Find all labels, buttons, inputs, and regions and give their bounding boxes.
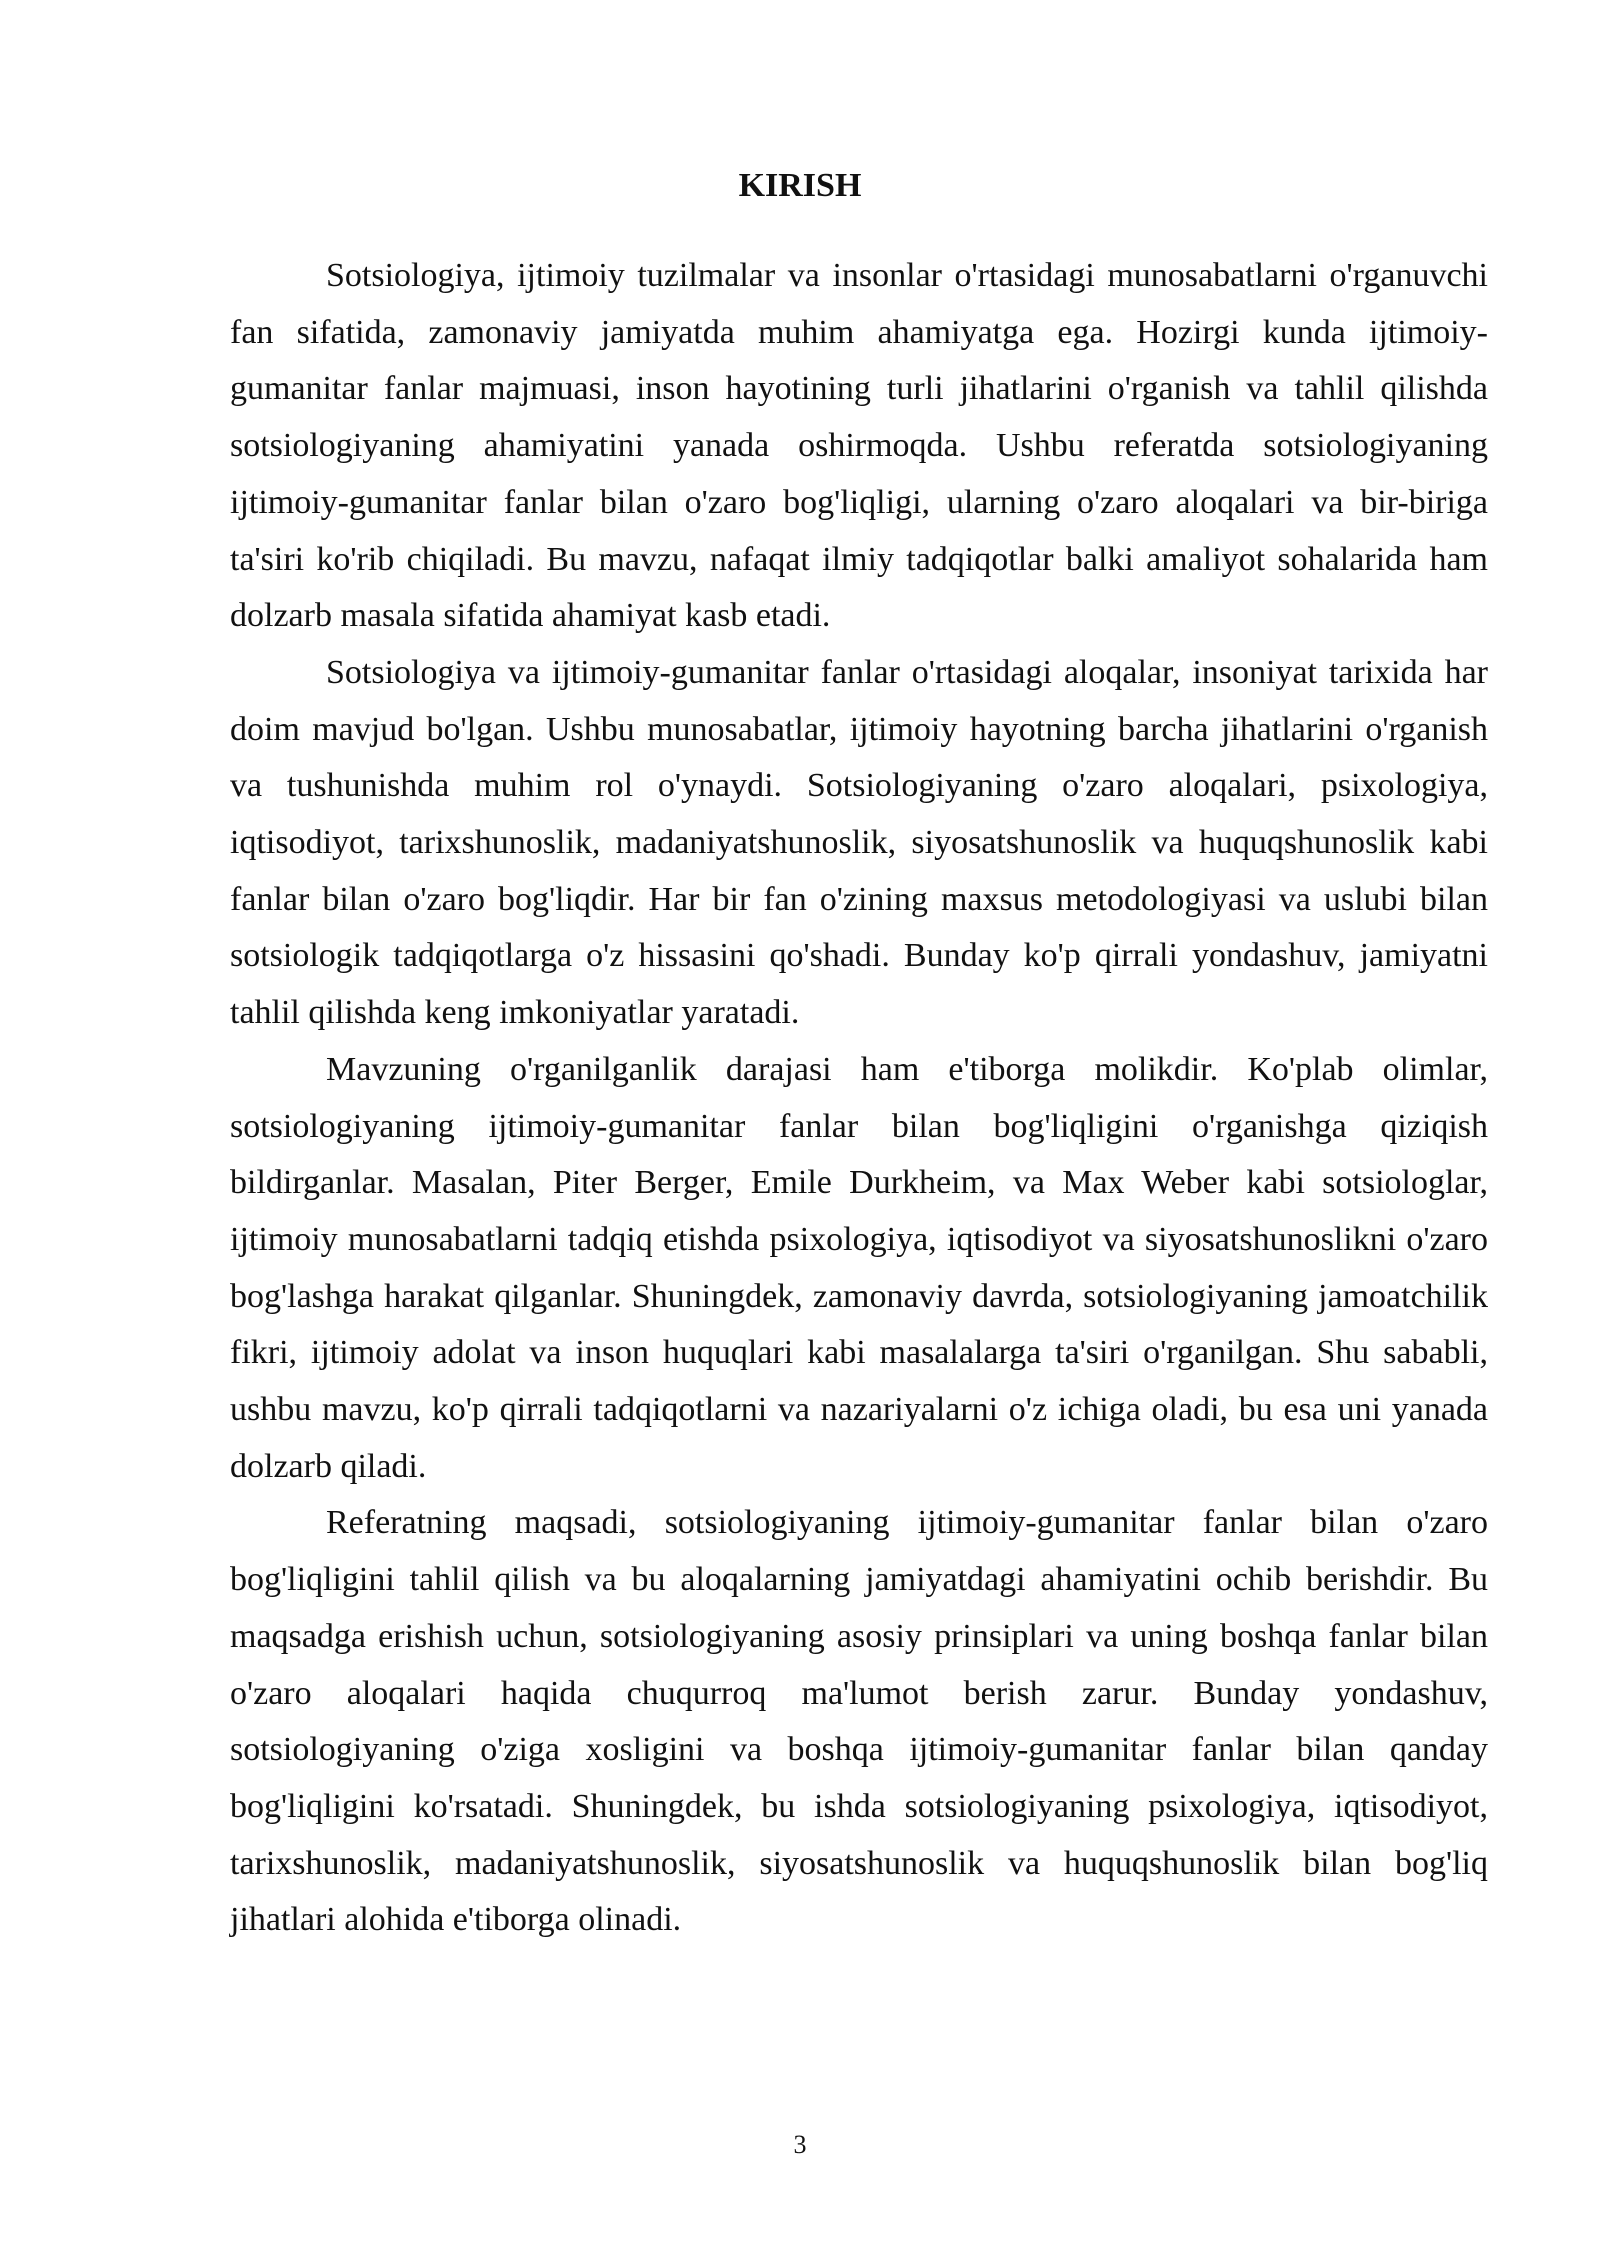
paragraph-1: Sotsiologiya, ijtimoiy tuzilmalar va insonlar o'rtasidagi munosabatlarni o'rganuvchi fan sifatida, zamonaviy jamiyatda muhim ahamiyatga ega. Hozirgi kunda ijtimoiy-gumanitar fanlar majmuasi, inson hayotining turli jihatlarini o'rganish va tahlil qilishda sotsiologiyaning ahamiyatini yanada oshirmoqda. Ushbu referatda sotsiologiyaning ijtimoiy-gumanitar fanlar bilan o'zaro bog'liqligi, ularning o'zaro aloqalari va bir-biriga ta'siri ko'rib chiqiladi. Bu mavzu, nafaqat ilmiy tadqiqotlar balki amaliyot sohalarida ham dolzarb masala sifatida ahamiyat kasb etadi. [230,257,1488,635]
paragraph-4: Referatning maqsadi, sotsiologiyaning ijtimoiy-gumanitar fanlar bilan o'zaro bog'liqligini tahlil qilish va bu aloqalarning jamiyatdagi ahamiyatini ochib berishdir. Bu maqsadga erishish uchun, sotsiologiyaning asosiy prinsiplari va uning boshqa fanlar bilan o'zaro aloqalari haqida chuqurroq ma'lumot berish zarur. Bunday yondashuv, sotsiologiyaning o'ziga xosligini va boshqa ijtimoiy-gumanitar fanlar bilan qanday bog'liqligini ko'rsatadi. Shuningdek, bu ishda sotsiologiyaning psixologiya, iqtisodiyot, tarixshunoslik, madaniyatshunoslik, siyosatshunoslik va huquqshunoslik bilan bog'liq jihatlari alohida e'tiborga olinadi. [230,1504,1488,1939]
page-title: KIRISH [738,167,862,204]
page-number: 3 [793,2130,807,2159]
paragraph-2: Sotsiologiya va ijtimoiy-gumanitar fanlar o'rtasidagi aloqalar, insoniyat tarixida har doim mavjud bo'lgan. Ushbu munosabatlar, ijtimoiy hayotning barcha jihatlarini o'rganish va tushunishda muhim rol o'ynaydi. Sotsiologiyaning o'zaro aloqalari, psixologiya, iqtisodiyot, tarixshunoslik, madaniyatshunoslik, siyosatshunoslik va huquqshunoslik kabi fanlar bilan o'zaro bog'liqdir. Har bir fan o'zining maxsus metodologiyasi va uslubi bilan sotsiologik tadqiqotlarga o'z hissasini qo'shadi. Bunday ko'p qirrali yondashuv, jamiyatni tahlil qilishda keng imkoniyatlar yaratadi. [230,653,1488,1032]
body-text [230,248,1488,1949]
paragraph-3: Mavzuning o'rganilganlik darajasi ham e'tiborga molikdir. Ko'plab olimlar, sotsiologiyaning ijtimoiy-gumanitar fanlar bilan bog'liqligini o'rganishga qiziqish bildirganlar. Masalan, Piter Berger, Emile Durkheim, va Max Weber kabi sotsiologlar, ijtimoiy munosabatlarni tadqiq etishda psixologiya, iqtisodiyot va siyosatshunoslikni o'zaro bog'lashga harakat qilganlar. Shuningdek, zamonaviy davrda, sotsiologiyaning jamoatchilik fikri, ijtimoiy adolat va inson huquqlari kabi masalalarga ta'siri o'rganilgan. Shu sababli, ushbu mavzu, ko'p qirrali tadqiqotlarni va nazariyalarni o'z ichiga oladi, bu esa uni yanada dolzarb qiladi. [230,1050,1488,1485]
